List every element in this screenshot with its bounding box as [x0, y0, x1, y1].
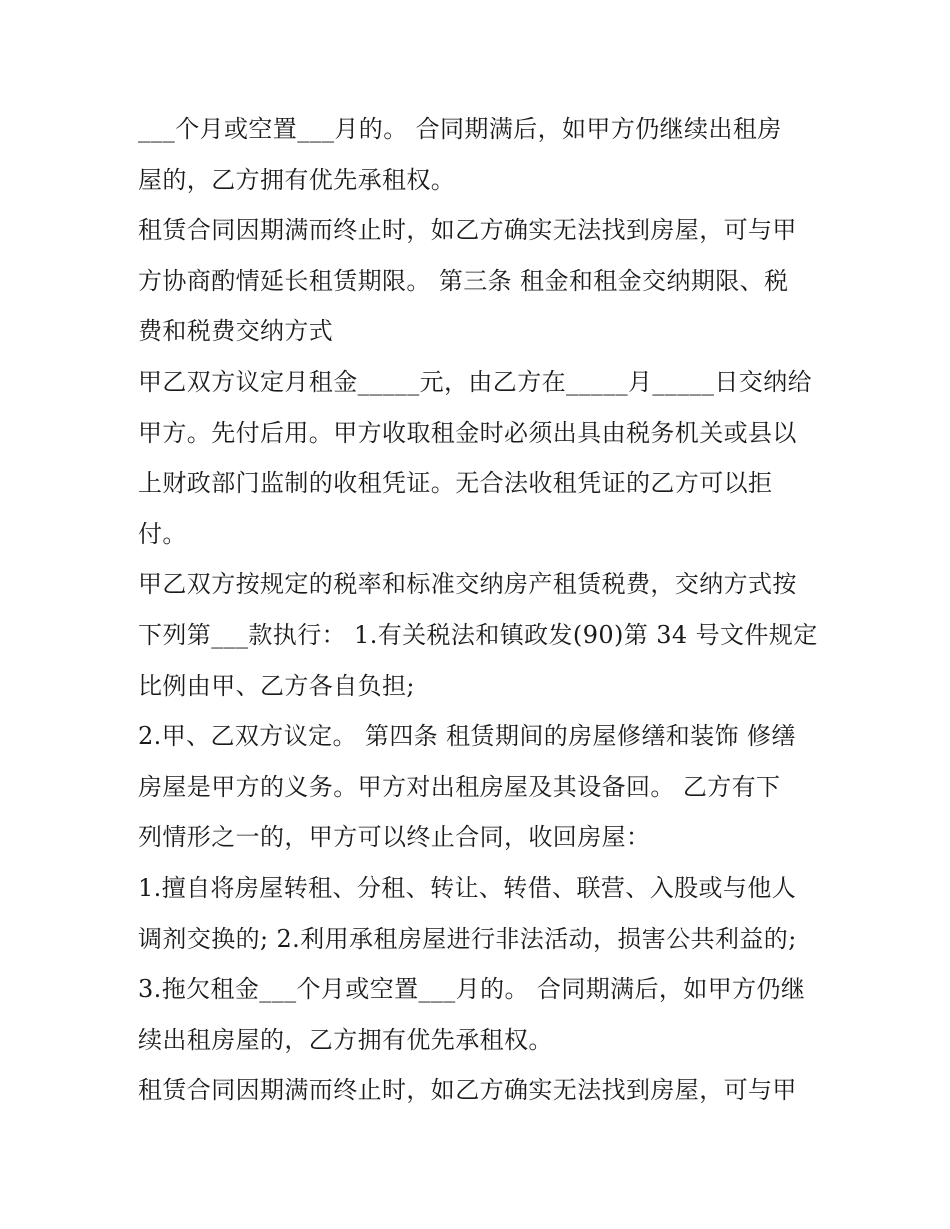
text-line: ___个月或空置___月的。 合同期满后，如甲方仍继续出租房 — [138, 115, 782, 143]
text-line: 甲乙双方按规定的税率和标准交纳房产租赁税费，交纳方式按 — [138, 570, 797, 599]
text-line: 续出租房屋的，乙方拥有优先承租权。 — [138, 1025, 553, 1054]
text-line: 甲乙双方议定月租金_____元，由乙方在_____月_____日交纳给 — [138, 367, 812, 396]
text-line: 付。 — [138, 519, 187, 548]
text-line: 比例由甲、乙方各自负担; — [138, 671, 415, 700]
text-line: 方协商酌情延长租赁期限。 第三条 租金和租金交纳期限、税 — [138, 266, 789, 295]
text-line: 1.擅自将房屋转租、分租、转让、转借、联营、入股或与他人 — [138, 873, 797, 902]
text-line: 上财政部门监制的收租凭证。无合法收租凭证的乙方可以拒 — [138, 469, 773, 498]
text-line: 房屋是甲方的义务。甲方对出租房屋及其设备回。 乙方有下 — [138, 772, 781, 801]
text-line: 租赁合同因期满而终止时，如乙方确实无法找到房屋，可与甲 — [138, 1076, 797, 1105]
text-line: 甲方。先付后用。甲方收取租金时必须出具由税务机关或县以 — [138, 418, 797, 447]
text-line: 下列第___款执行： 1.有关税法和镇政发(90)第 34 号文件规定 — [138, 620, 818, 649]
text-line: 租赁合同因期满而终止时，如乙方确实无法找到房屋，可与甲 — [138, 216, 797, 245]
text-line: 屋的，乙方拥有优先承租权。 — [138, 165, 456, 194]
document-body — [138, 104, 818, 1116]
text-line: 费和税费交纳方式 — [138, 317, 334, 346]
text-line: 列情形之一的，甲方可以终止合同，收回房屋： — [138, 823, 651, 852]
text-line: 3.拖欠租金___个月或空置___月的。 合同期满后，如甲方仍继 — [138, 975, 806, 1004]
text-line: 调剂交换的; 2.利用承租房屋进行非法活动，损害公共利益的; — [138, 924, 797, 953]
text-line: 2.甲、乙双方议定。 第四条 租赁期间的房屋修缮和装饰 修缮 — [138, 722, 796, 751]
